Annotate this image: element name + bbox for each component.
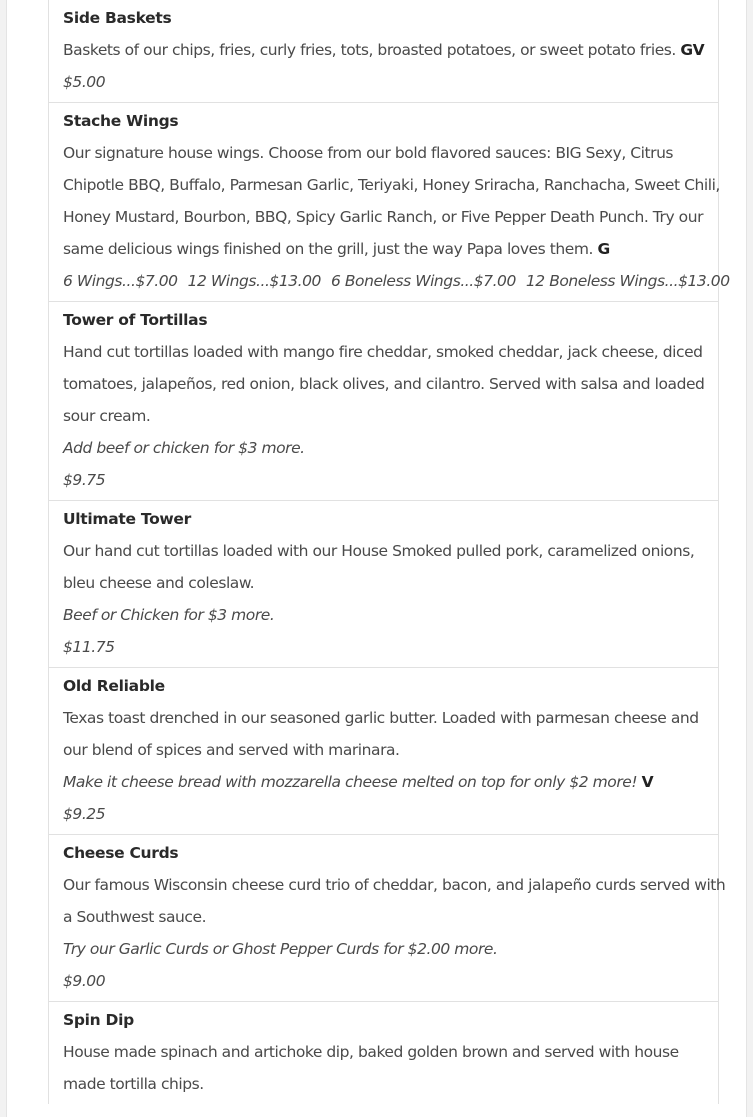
item-description: bleu cheese and coleslaw. xyxy=(63,574,255,592)
menu-item-spin-dip xyxy=(49,1002,718,1104)
item-description: Honey Mustard, Bourbon, BBQ, Spicy Garlic Ranch, or Five Pepper Death Punch. Try our xyxy=(63,208,703,226)
menu-item-stache-wings xyxy=(49,103,730,302)
price-option: 12 Wings...$13.00 xyxy=(187,272,321,290)
price-option: 6 Boneless Wings...$7.00 xyxy=(330,272,516,290)
dietary-tag: V xyxy=(641,773,654,791)
item-price: $9.75 xyxy=(63,471,106,489)
dietary-tag: G xyxy=(597,240,610,258)
item-description: Our signature house wings. Choose from our bold flavored sauces: BIG Sexy, Citrus xyxy=(63,144,674,162)
item-description: tomatoes, jalapeños, red onion, black olives, and cilantro. Served with salsa and loaded xyxy=(63,375,705,393)
item-description: Our famous Wisconsin cheese curd trio of cheddar, bacon, and jalapeño curds served with xyxy=(63,876,726,894)
item-description: Hand cut tortillas loaded with mango fire cheddar, smoked cheddar, jack cheese, diced xyxy=(63,343,703,361)
item-description: made tortilla chips. xyxy=(63,1075,204,1093)
menu-item-ultimate-tower xyxy=(49,501,718,668)
page-background xyxy=(6,0,747,1117)
item-description: a Southwest sauce. xyxy=(63,908,207,926)
item-description: Texas toast drenched in our seasoned garlic butter. Loaded with parmesan cheese and xyxy=(63,709,699,727)
item-price: $9.25 xyxy=(63,805,106,823)
item-description: Our hand cut tortillas loaded with our House Smoked pulled pork, caramelized onions, xyxy=(63,542,695,560)
item-name: Spin Dip xyxy=(63,1011,134,1029)
item-price-options xyxy=(63,265,730,297)
item-price: $5.00 xyxy=(63,73,106,91)
menu-item-tower-of-tortillas xyxy=(49,302,718,501)
item-name: Cheese Curds xyxy=(63,844,179,862)
item-price: $9.00 xyxy=(63,972,106,990)
item-name: Side Baskets xyxy=(63,9,172,27)
menu-item-cheese-curds xyxy=(49,835,726,1002)
item-name: Ultimate Tower xyxy=(63,510,191,528)
item-price: $11.75 xyxy=(63,638,115,656)
item-description: our blend of spices and served with marinara. xyxy=(63,741,400,759)
menu-list xyxy=(48,0,730,1104)
item-note: Beef or Chicken for $3 more. xyxy=(63,606,275,624)
item-description: same delicious wings finished on the grill, just the way Papa loves them. G xyxy=(63,240,610,258)
item-name: Old Reliable xyxy=(63,677,165,695)
item-description: Chipotle BBQ, Buffalo, Parmesan Garlic, Teriyaki, Honey Sriracha, Ranchacha, Sweet Chili, xyxy=(63,176,720,194)
item-name: Tower of Tortillas xyxy=(63,311,208,329)
item-description: House made spinach and artichoke dip, baked golden brown and served with house xyxy=(63,1043,679,1061)
price-option: 6 Wings...$7.00 xyxy=(63,272,178,290)
item-description: sour cream. xyxy=(63,407,151,425)
item-description: Baskets of our chips, fries, curly fries, tots, broasted potatoes, or sweet potato fries. GV xyxy=(63,41,705,59)
item-name: Stache Wings xyxy=(63,112,179,130)
menu-item-side-baskets xyxy=(49,0,718,103)
item-note: Try our Garlic Curds or Ghost Pepper Curds for $2.00 more. xyxy=(63,940,498,958)
price-option: 12 Boneless Wings...$13.00 xyxy=(525,272,730,290)
menu-item-old-reliable xyxy=(49,668,718,835)
item-note: Make it cheese bread with mozzarella cheese melted on top for only $2 more! V xyxy=(63,773,654,791)
dietary-tag: GV xyxy=(680,41,705,59)
item-note: Add beef or chicken for $3 more. xyxy=(63,439,305,457)
